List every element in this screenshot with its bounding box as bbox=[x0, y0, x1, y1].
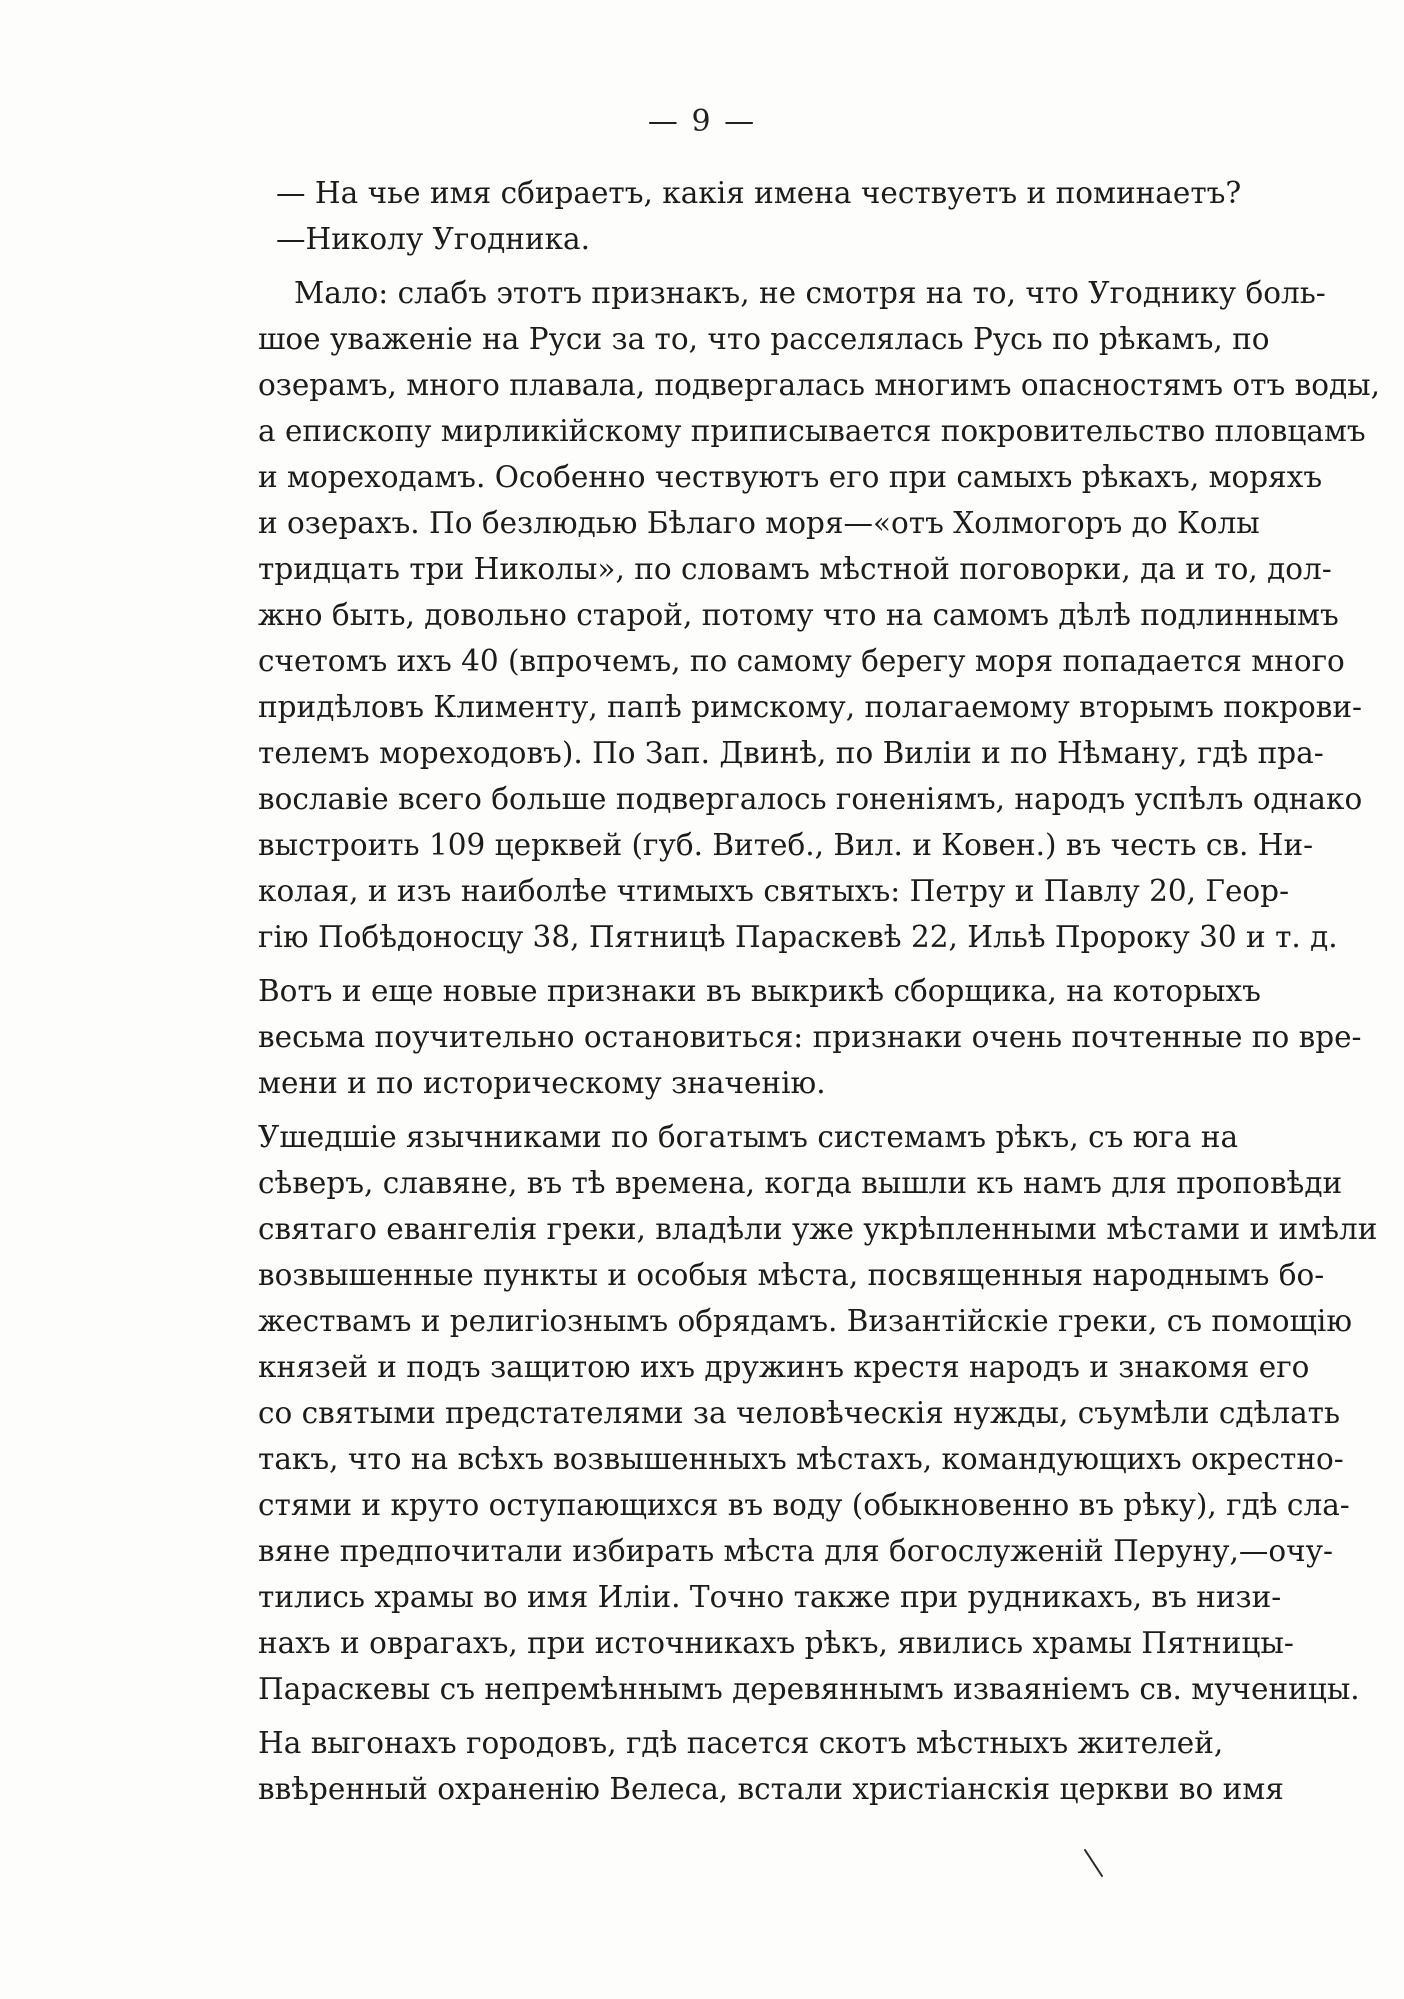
text-line: ввѣренный охраненію Велеса, встали христіанскія церкви во имя bbox=[258, 1772, 1284, 1806]
text-line: и озерахъ. По безлюдью Бѣлаго моря—«отъ Холмогоръ до Колы bbox=[258, 506, 1260, 540]
text-line: жествамъ и религіознымъ обрядамъ. Византійскіе греки, съ помощію bbox=[258, 1304, 1353, 1338]
text-line: князей и подъ защитою ихъ дружинъ крестя народъ и знакомя его bbox=[258, 1350, 1310, 1384]
text-line: мени и по историческому значенію. bbox=[258, 1066, 826, 1100]
text-line: На выгонахъ городовъ, гдѣ пасется скотъ мѣстныхъ жителей, bbox=[258, 1726, 1224, 1760]
page-number: — 9 — bbox=[647, 104, 757, 139]
text-line: нахъ и оврагахъ, при источникахъ рѣкъ, явились храмы Пятницы- bbox=[258, 1626, 1294, 1660]
text-line: стями и круто оступающихся въ воду (обыкновенно въ рѣку), гдѣ сла- bbox=[258, 1488, 1350, 1522]
text-line: святаго евангелія греки, владѣли уже укрѣпленными мѣстами и имѣли bbox=[258, 1212, 1378, 1246]
text-line: Мало: слабъ этотъ признакъ, не смотря на то, что Угоднику боль- bbox=[294, 276, 1326, 310]
text-line: счетомъ ихъ 40 (впрочемъ, по самому берегу моря попадается много bbox=[258, 644, 1345, 678]
text-line: Вотъ и еще новые признаки въ выкрикѣ сборщика, на которыхъ bbox=[258, 974, 1261, 1008]
text-line: сѣверъ, славяне, въ тѣ времена, когда вышли къ намъ для проповѣди bbox=[258, 1166, 1343, 1200]
text-line: жно быть, довольно старой, потому что на самомъ дѣлѣ подлиннымъ bbox=[258, 598, 1339, 632]
text-line: такъ, что на всѣхъ возвышенныхъ мѣстахъ, командующихъ окрестно- bbox=[258, 1442, 1344, 1476]
text-line: озерамъ, много плавала, подвергалась многимъ опасностямъ отъ воды, bbox=[258, 368, 1381, 402]
text-line: Параскевы съ непремѣннымъ деревяннымъ изваяніемъ св. мученицы. bbox=[258, 1672, 1360, 1706]
text-line: шое уваженіе на Руси за то, что расселялась Русь по рѣкамъ, по bbox=[258, 322, 1270, 356]
text-line: телемъ мореходовъ). По Зап. Двинѣ, по Виліи и по Нѣману, гдѣ пра- bbox=[258, 736, 1324, 770]
text-line: тридцать три Николы», по словамъ мѣстной поговорки, да и то, дол- bbox=[258, 552, 1332, 586]
text-line: а епископу мирликійскому приписывается покровительство пловцамъ bbox=[258, 414, 1366, 448]
text-line: и мореходамъ. Особенно чествуютъ его при самыхъ рѣкахъ, моряхъ bbox=[258, 460, 1323, 494]
text-line: выстроить 109 церквей (губ. Витеб., Вил. и Ковен.) въ честь св. Ни- bbox=[258, 828, 1314, 862]
text-line: гію Побѣдоносцу 38, Пятницѣ Параскевѣ 22, Ильѣ Пророку 30 и т. д. bbox=[258, 920, 1338, 954]
text-line: Ушедшіе язычниками по богатымъ системамъ рѣкъ, съ юга на bbox=[258, 1120, 1239, 1154]
text-line: со святыми предстателями за человѣческія нужды, съумѣли сдѣлать bbox=[258, 1396, 1341, 1430]
text-line: — На чье имя сбираетъ, какія имена чествуетъ и поминаетъ? bbox=[276, 176, 1242, 210]
text-line: придѣловъ Клименту, папѣ римскому, полагаемому вторымъ покрови- bbox=[258, 690, 1363, 724]
text-line: весьма поучительно остановиться: признаки очень почтенные по вре- bbox=[258, 1020, 1362, 1054]
text-line: —Николу Угодника. bbox=[276, 222, 590, 256]
text-line: вяне предпочитали избирать мѣста для богослуженій Перуну,—очу- bbox=[258, 1534, 1333, 1568]
text-line: возвышенные пункты и особыя мѣста, посвященныя народнымъ бо- bbox=[258, 1258, 1325, 1292]
text-line: вославіе всего больше подвергалось гоненіямъ, народъ успѣлъ однако bbox=[258, 782, 1363, 816]
text-line: колая, и изъ наиболѣе чтимыхъ святыхъ: Петру и Павлу 20, Геор- bbox=[258, 874, 1290, 908]
page-text bbox=[258, 170, 1381, 1812]
text-line: тились храмы во имя Иліи. Точно также при рудникахъ, въ низи- bbox=[258, 1580, 1282, 1614]
catchword-stroke-mark bbox=[1082, 1848, 1106, 1878]
